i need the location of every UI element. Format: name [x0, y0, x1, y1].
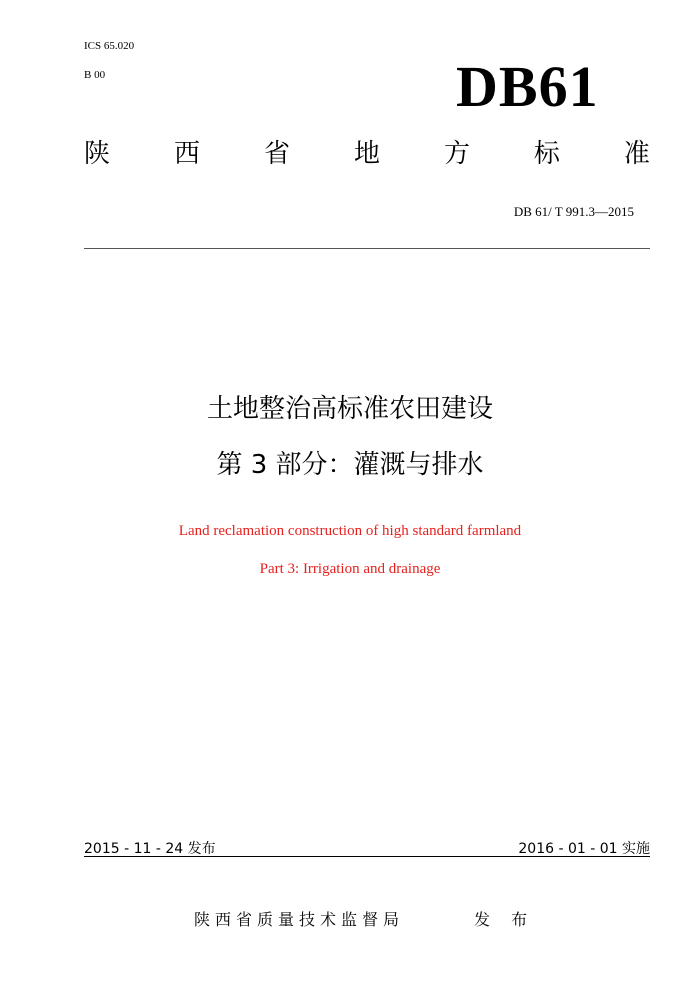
standard-type [84, 138, 650, 170]
standard-type-char: 准 [623, 139, 650, 169]
english-title: Land reclamation construction of high standard farmland [178, 523, 522, 539]
db61-logo: DB61 [456, 54, 599, 119]
classification-code: B 00 [84, 69, 106, 81]
standard-number: DB 61/ T 991.3—2015 [513, 204, 634, 219]
document-title: 土地整治高标准农田建设 [206, 394, 493, 424]
document-subtitle: 第 3 部分：灌溉与排水 [216, 450, 484, 480]
standard-type-char: 省 [263, 139, 290, 169]
standard-type-char: 方 [443, 139, 470, 169]
publish-date: 2015 - 11 - 24 发布 [84, 841, 216, 857]
ics-code: ICS 65.020 [84, 40, 135, 52]
standard-type-char: 陕 [84, 139, 111, 169]
issuing-authority: 陕西省质量技术监督局 [194, 910, 405, 929]
implement-date: 2016 - 01 - 01 实施 [518, 841, 650, 857]
issue-label: 发 布 [474, 910, 536, 929]
standard-type-char: 地 [353, 139, 380, 169]
header-divider [84, 248, 650, 249]
english-subtitle: Part 3: Irrigation and drainage [259, 561, 441, 577]
standard-type-char: 标 [533, 139, 560, 169]
footer-divider [84, 856, 650, 857]
standard-type-char: 西 [173, 139, 200, 169]
